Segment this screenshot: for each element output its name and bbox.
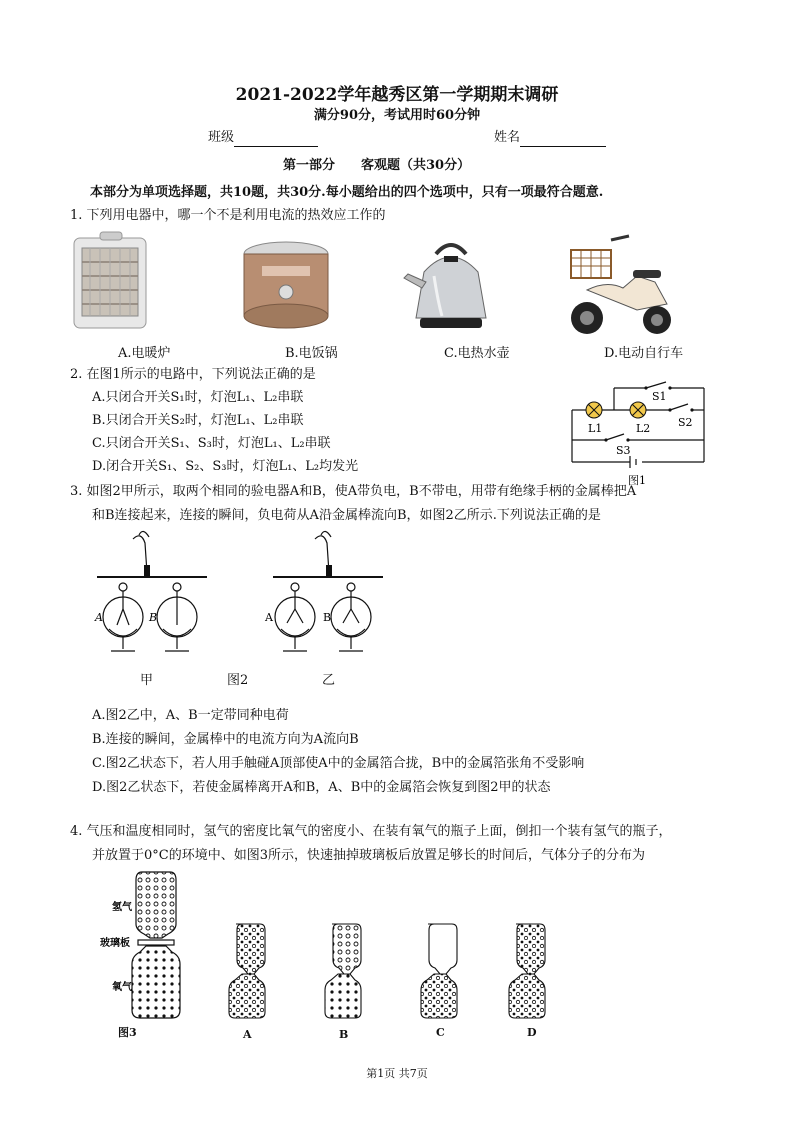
q2-option-a: A.只闭合开关S₁时，灯泡L₁、L₂串联 — [92, 390, 304, 405]
class-label: 班级 — [208, 130, 235, 145]
gas-bottles-diagram-fig3 — [100, 868, 562, 1028]
q3-option-d: D.图2乙状态下，若使金属棒离开A和B，A、B中的金属箔会恢复到图2甲的状态 — [92, 780, 551, 795]
fig3-option-d-label: D — [527, 1026, 537, 1039]
label-s1: S1 — [652, 390, 667, 403]
q3-option-b: B.连接的瞬间，金属棒中的电流方向为A流向B — [92, 732, 359, 747]
rice-cooker-image — [240, 240, 332, 332]
name-blank — [520, 133, 606, 147]
q1-stem: 1. 下列用电器中，哪一个不是利用电流的热效应工作的 — [70, 208, 386, 223]
name-label: 姓名 — [494, 130, 521, 145]
bottle-option-a — [229, 924, 265, 1018]
q3-option-a: A.图2乙中，A、B一定带同种电荷 — [92, 708, 289, 723]
bottle-option-c — [421, 924, 457, 1018]
electroscope-diagram-fig2 — [95, 525, 385, 665]
part1-instruction: 本部分为单项选择题，共10题，共30分.每小题给出的四个选项中，只有一项最符合题意. — [90, 185, 604, 200]
label-o2: 氧气 — [112, 982, 132, 993]
e-bike-image — [567, 230, 675, 338]
label-s2: S2 — [678, 416, 693, 429]
label-b-yi: B — [323, 611, 332, 624]
q2-option-b: B.只闭合开关S₂时，灯泡L₁、L₂串联 — [92, 413, 304, 428]
label-glass: 玻璃板 — [100, 938, 130, 949]
fig3-option-b-label: B — [339, 1028, 349, 1041]
heater-image — [72, 232, 150, 332]
circuit-diagram-fig1 — [566, 380, 716, 490]
q4-stem-line1: 4. 气压和温度相同时，氢气的密度比氧气的密度小、在装有氧气的瓶子上面，倒扣一个装有氢气的瓶子， — [70, 824, 672, 839]
q4-stem-line2: 并放置于0°C的环境中、如图3所示，快速抽掉玻璃板后放置足够长的时间后，气体分子的分布为 — [92, 848, 645, 863]
q3-stem-line1: 3. 如图2甲所示，取两个相同的验电器A和B，使A带负电，B不带电，用带有绝缘手柄的金属棒把A — [70, 484, 637, 499]
part1-heading: 第一部分 客观题（共30分） — [283, 158, 471, 173]
q1-option-c: C.电热水壶 — [444, 346, 510, 361]
label-l2: L2 — [636, 422, 651, 435]
label-s3: S3 — [616, 444, 631, 457]
page-title: 2021-2022学年越秀区第一学期期末调研 — [235, 85, 559, 105]
fig3-option-c-label: C — [436, 1026, 445, 1039]
label-a-jia: A — [95, 611, 103, 624]
q3-stem-line2: 和B连接起来，连接的瞬间，负电荷从A沿金属棒流向B，如图2乙所示.下列说法正确的是 — [92, 508, 601, 523]
bottle-option-b — [325, 924, 361, 1018]
class-field — [208, 129, 318, 147]
label-l1: L1 — [588, 422, 603, 435]
fig2-caption: 图2 — [227, 673, 249, 688]
q2-stem: 2. 在图1所示的电路中，下列说法正确的是 — [70, 367, 316, 382]
label-b-jia: B — [149, 611, 158, 624]
q2-option-c: C.只闭合开关S₁、S₃时，灯泡L₁、L₂串联 — [92, 436, 331, 451]
fig2-jia-label: 甲 — [140, 673, 154, 688]
fig3-caption: 图3 — [118, 1026, 137, 1039]
page-subtitle: 满分90分，考试用时60分钟 — [313, 108, 481, 123]
q1-option-b: B.电饭锅 — [285, 346, 338, 361]
bottle-option-d — [509, 924, 545, 1018]
kettle-image — [402, 232, 500, 336]
fig1-caption: 图1 — [628, 474, 646, 487]
q2-option-d: D.闭合开关S₁、S₂、S₃时，灯泡L₁、L₂均发光 — [92, 459, 359, 474]
label-a-yi: A — [265, 611, 273, 624]
q1-option-a: A.电暖炉 — [118, 346, 171, 361]
fig3-option-a-label: A — [243, 1028, 252, 1041]
page-number: 第1页 共7页 — [366, 1067, 428, 1080]
label-h2: 氢气 — [112, 902, 132, 913]
name-field — [494, 129, 606, 147]
q3-option-c: C.图2乙状态下，若人用手触碰A顶部使A中的金属箔合拢，B中的金属箔张角不受影响 — [92, 756, 585, 771]
class-blank — [234, 133, 318, 147]
q1-option-d: D.电动自行车 — [604, 346, 684, 361]
fig2-yi-label: 乙 — [322, 673, 336, 688]
